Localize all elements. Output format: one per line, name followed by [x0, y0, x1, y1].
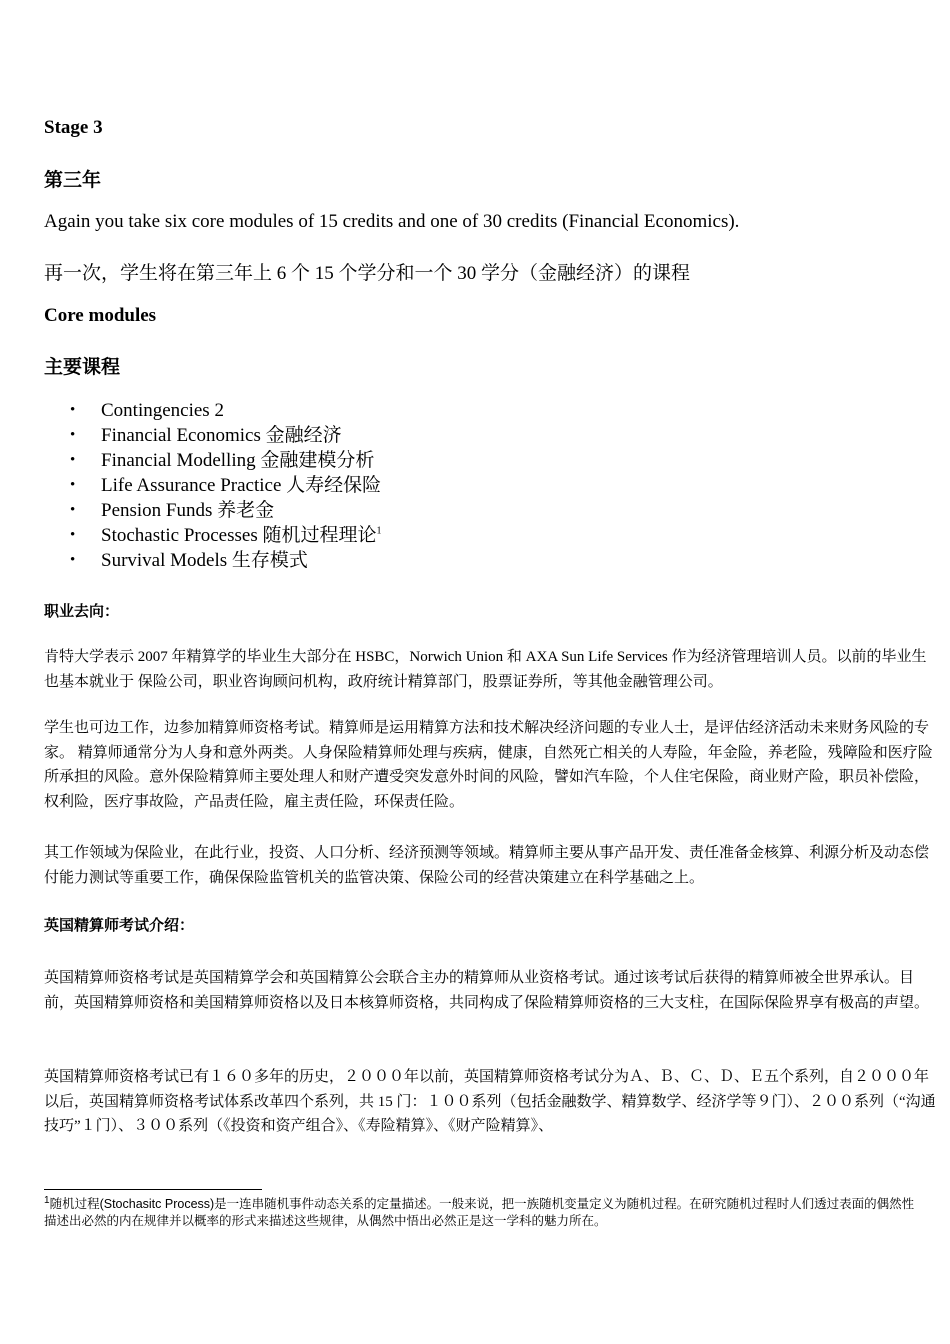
intro-paragraph-en: Again you take six core modules of 15 credits and one of 30 credits (Financial Economics). — [44, 211, 740, 232]
core-modules-heading-cn: 主要课程 — [44, 357, 121, 378]
module-item — [44, 423, 381, 448]
stage-heading-cn: 第三年 — [44, 170, 102, 191]
core-modules-list — [44, 398, 381, 573]
bullet-icon: • — [70, 502, 76, 518]
career-paragraph-3: 其工作领域为保险业，在此行业，投资、人口分析、经济预测等领域。精算师主要从事产品开发、责任准备金核算、利源分析及动态偿付能力测试等重要工作，确保保险监管机关的监管决策、保险公司的经营决策建立在科学基础之上。 — [44, 845, 930, 886]
footnote-reference[interactable]: 1 — [376, 525, 382, 537]
career-heading: 职业去向： — [44, 603, 120, 620]
footnote-mark: 1 — [44, 1194, 50, 1206]
module-label: Contingencies 2 — [101, 400, 224, 421]
exam-paragraph-2: 英国精算师资格考试已有１６０多年的历史，２０００年以前，英国精算师资格考试分为Ａ、Ｂ、Ｃ、Ｄ、Ｅ五个系列，自２０００年以后，英国精算师资格考试体系改革四个系列，共 15 门：１００系列（包括金融数学、精算数学、经济学等９门）、２００系列（“沟通技巧”１门）、３００系列（《投资和资产组合》、《寿险精算》、《财产险精算》、 — [44, 1069, 936, 1134]
module-item — [44, 523, 381, 548]
bullet-icon: • — [70, 477, 76, 493]
module-label: Survival Models 生存模式 — [101, 550, 308, 571]
exam-heading: 英国精算师考试介绍： — [44, 917, 195, 934]
bullet-icon: • — [70, 427, 76, 443]
module-item — [44, 448, 381, 473]
module-item — [44, 398, 381, 423]
module-label: Financial Modelling 金融建模分析 — [101, 450, 375, 471]
bullet-icon: • — [70, 402, 76, 418]
bullet-icon: • — [70, 527, 76, 543]
core-modules-heading: Core modules — [44, 305, 157, 326]
module-label: Pension Funds 养老金 — [101, 500, 275, 521]
exam-paragraph-1: 英国精算师资格考试是英国精算学会和英国精算公会联合主办的精算师从业资格考试。通过该考试后获得的精算师被全世界承认。目前，英国精算师资格和美国精算师资格以及日本核算师资格，共同构成了保险精算师资格的三大支柱，在国际保险界享有极高的声望。 — [44, 970, 930, 1011]
module-item — [44, 498, 381, 523]
footnote — [44, 1196, 924, 1230]
bullet-icon: • — [70, 452, 76, 468]
module-label: Financial Economics 金融经济 — [101, 425, 342, 446]
module-item — [44, 548, 381, 573]
module-label: Life Assurance Practice 人寿经保险 — [101, 475, 382, 496]
career-paragraph-2: 学生也可边工作，边参加精算师资格考试。精算师是运用精算方法和技术解决经济问题的专业人士，是评估经济活动未来财务风险的专家。 精算师通常分为人身和意外两类。人身保险精算师处理与疾病，健康，自然死亡相关的人寿险，年金险，养老险，残障险和医疗险所承担的风险。意外保险精算师主要处理人和财产遭受突发意外时间的风险，譬如汽车险，个人住宅保险，商业财产险，职员补偿险，权利险，医疗事故险，产品责任险，雇主责任险，环保责任险。 — [44, 720, 933, 810]
stage-heading: Stage 3 — [44, 117, 103, 138]
module-item — [44, 473, 381, 498]
footnote-text: 随机过程(Stochasitc Process)是一连串随机事件动态关系的定量描述。一般来说，把一族随机变量定义为随机过程。在研究随机过程时人们透过表面的偶然性描述出必然的内在规律并以概率的形式来描述这些规律，从偶然中悟出必然正是这一学科的魅力所在。 — [44, 1197, 915, 1228]
career-paragraph-1: 肯特大学表示 2007 年精算学的毕业生大部分在 HSBC，Norwich Union 和 AXA Sun Life Services 作为经济管理培训人员。以前的毕业生也基本就业于 保险公司，职业咨询顾问机构，政府统计精算部门，股票证券所，等其他金融管理公司。 — [44, 649, 927, 690]
bullet-icon: • — [70, 552, 76, 568]
footnote-separator — [44, 1189, 262, 1190]
intro-paragraph-cn: 再一次，学生将在第三年上 6 个 15 个学分和一个 30 学分（金融经济）的课程 — [44, 263, 691, 284]
module-label: Stochastic Processes 随机过程理论 — [101, 525, 377, 546]
